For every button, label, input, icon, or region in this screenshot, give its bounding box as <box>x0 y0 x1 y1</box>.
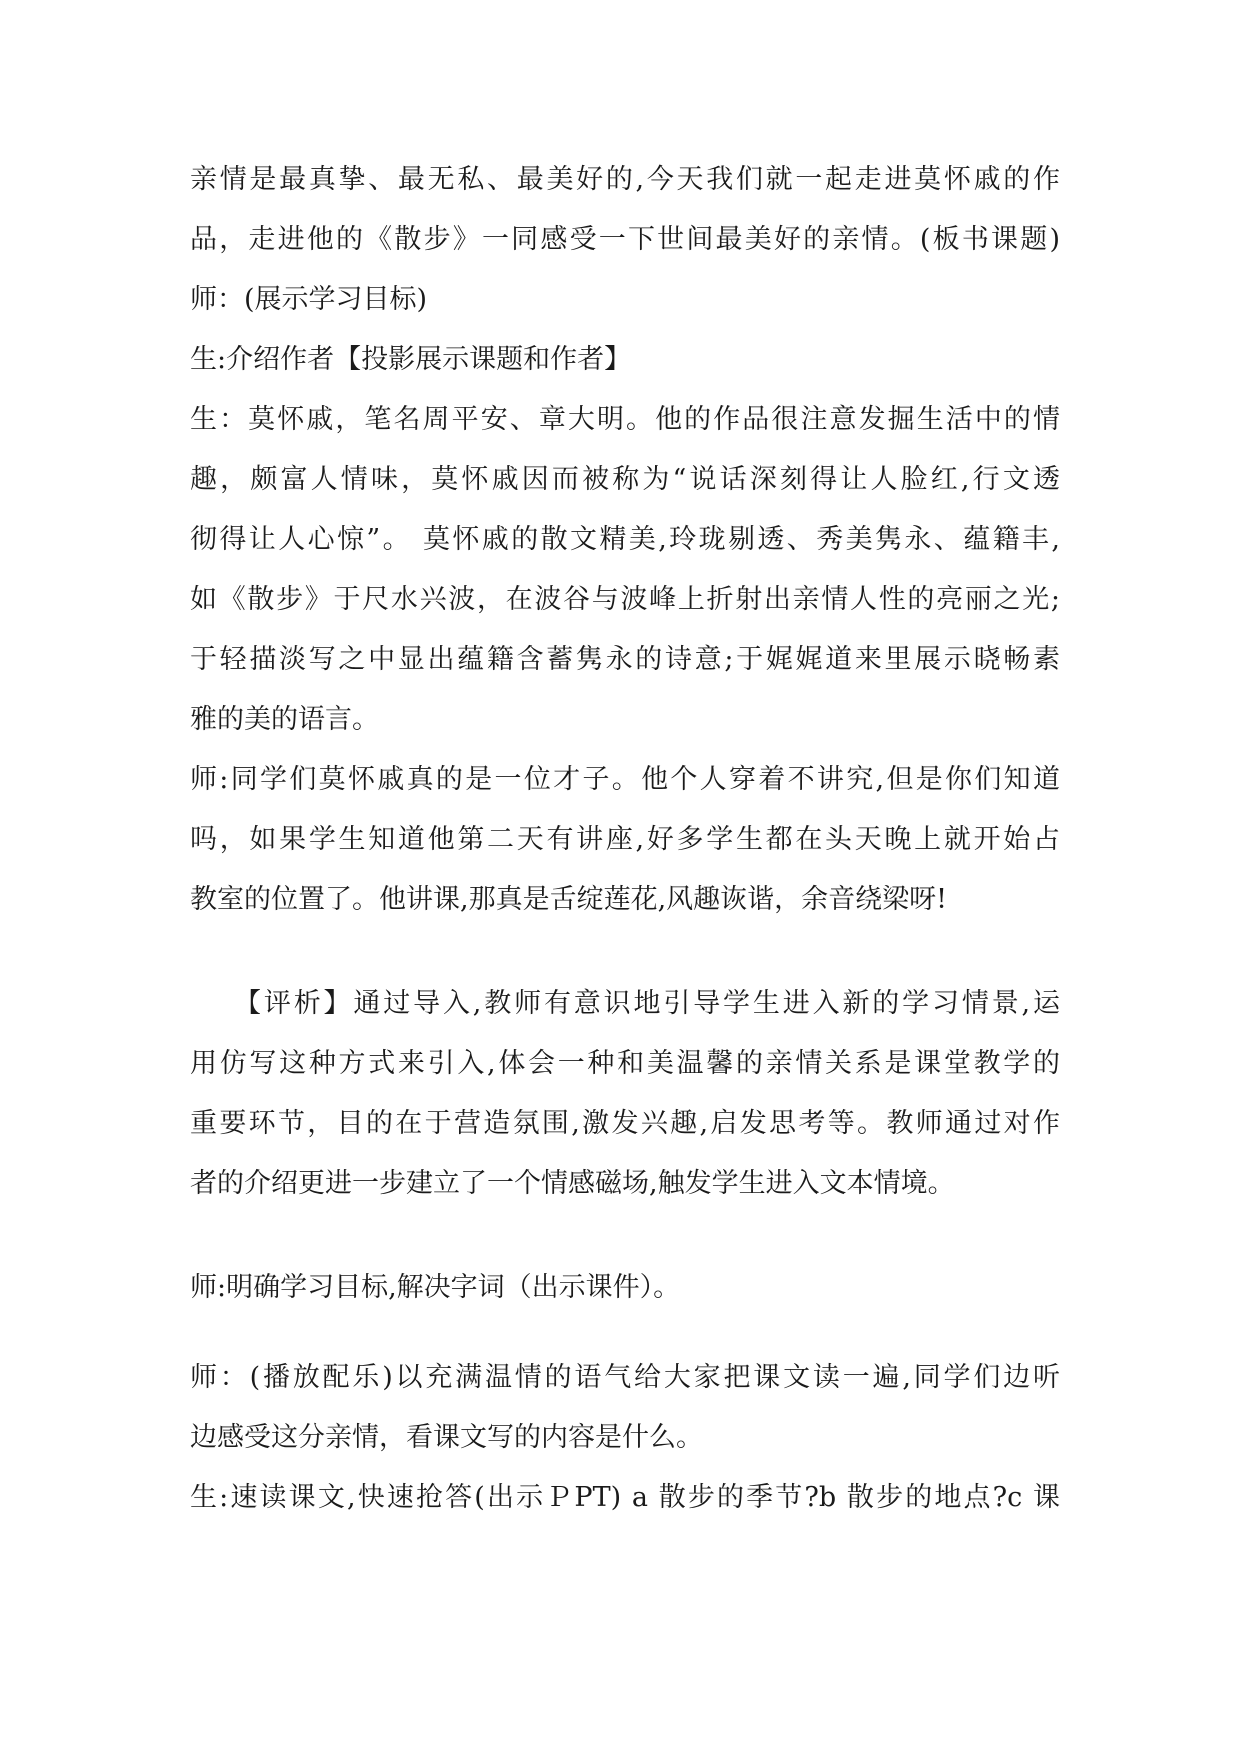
text-line: 雅的美的语言。 <box>190 704 379 735</box>
text-line: 生：莫怀戚，笔名周平安、章大明。他的作品很注意发掘生活中的情 <box>190 404 1060 435</box>
text-line: 亲情是最真挚、最无私、最美好的,今天我们就一起走进莫怀戚的作 <box>190 164 1060 195</box>
text-line: 师:同学们莫怀戚真的是一位才子。他个人穿着不讲究,但是你们知道 <box>190 764 1060 795</box>
text-line: 彻得让人心惊”。 莫怀戚的散文精美,玲珑剔透、秀美隽永、蕴籍丰, <box>190 524 1060 555</box>
paragraph-gap <box>190 1318 1060 1348</box>
text-line: 者的介绍更进一步建立了一个情感磁场,触发学生进入文本情境。 <box>190 1168 955 1199</box>
text-line: 趣，颇富人情味，莫怀戚因而被称为“说话深刻得让人脸红,行文透 <box>190 464 1060 495</box>
document-body <box>190 150 1060 1528</box>
text-line: 师：(播放配乐)以充满温情的语气给大家把课文读一遍,同学们边听 <box>190 1362 1060 1393</box>
text-line: 如《散步》于尺水兴波，在波谷与波峰上折射出亲情人性的亮丽之光; <box>190 584 1060 615</box>
text-line: 于轻描淡写之中显出蕴籍含蓄隽永的诗意;于娓娓道来里展示晓畅素 <box>190 644 1060 675</box>
text-line: 边感受这分亲情，看课文写的内容是什么。 <box>190 1422 703 1453</box>
text-line: 生:速读课文,快速抢答(出示ＰPT) a 散步的季节?b 散步的地点?c 课 <box>190 1482 1060 1513</box>
text-line: 重要环节，目的在于营造氛围,激发兴趣,启发思考等。教师通过对作 <box>190 1108 1060 1139</box>
paragraph-gap <box>190 930 1060 974</box>
text-line: 用仿写这种方式来引入,体会一种和美温馨的亲情关系是课堂教学的 <box>190 1048 1060 1079</box>
text-line: 吗，如果学生知道他第二天有讲座,好多学生都在头天晚上就开始占 <box>190 824 1060 855</box>
text-line: 师：(展示学习目标) <box>190 284 428 315</box>
text-line: 师:明确学习目标,解决字词（出示课件）。 <box>190 1272 681 1303</box>
text-line: 生:介绍作者【投影展示课题和作者】 <box>190 344 632 375</box>
paragraph-gap <box>190 1214 1060 1258</box>
text-line: 教室的位置了。他讲课,那真是舌绽莲花,风趣诙谐，余音绕梁呀! <box>190 884 948 915</box>
text-line: 品，走进他的《散步》一同感受一下世间最美好的亲情。(板书课题) <box>190 224 1060 255</box>
text-line: 【评析】通过导入,教师有意识地引导学生进入新的学习情景,运 <box>234 988 1060 1019</box>
